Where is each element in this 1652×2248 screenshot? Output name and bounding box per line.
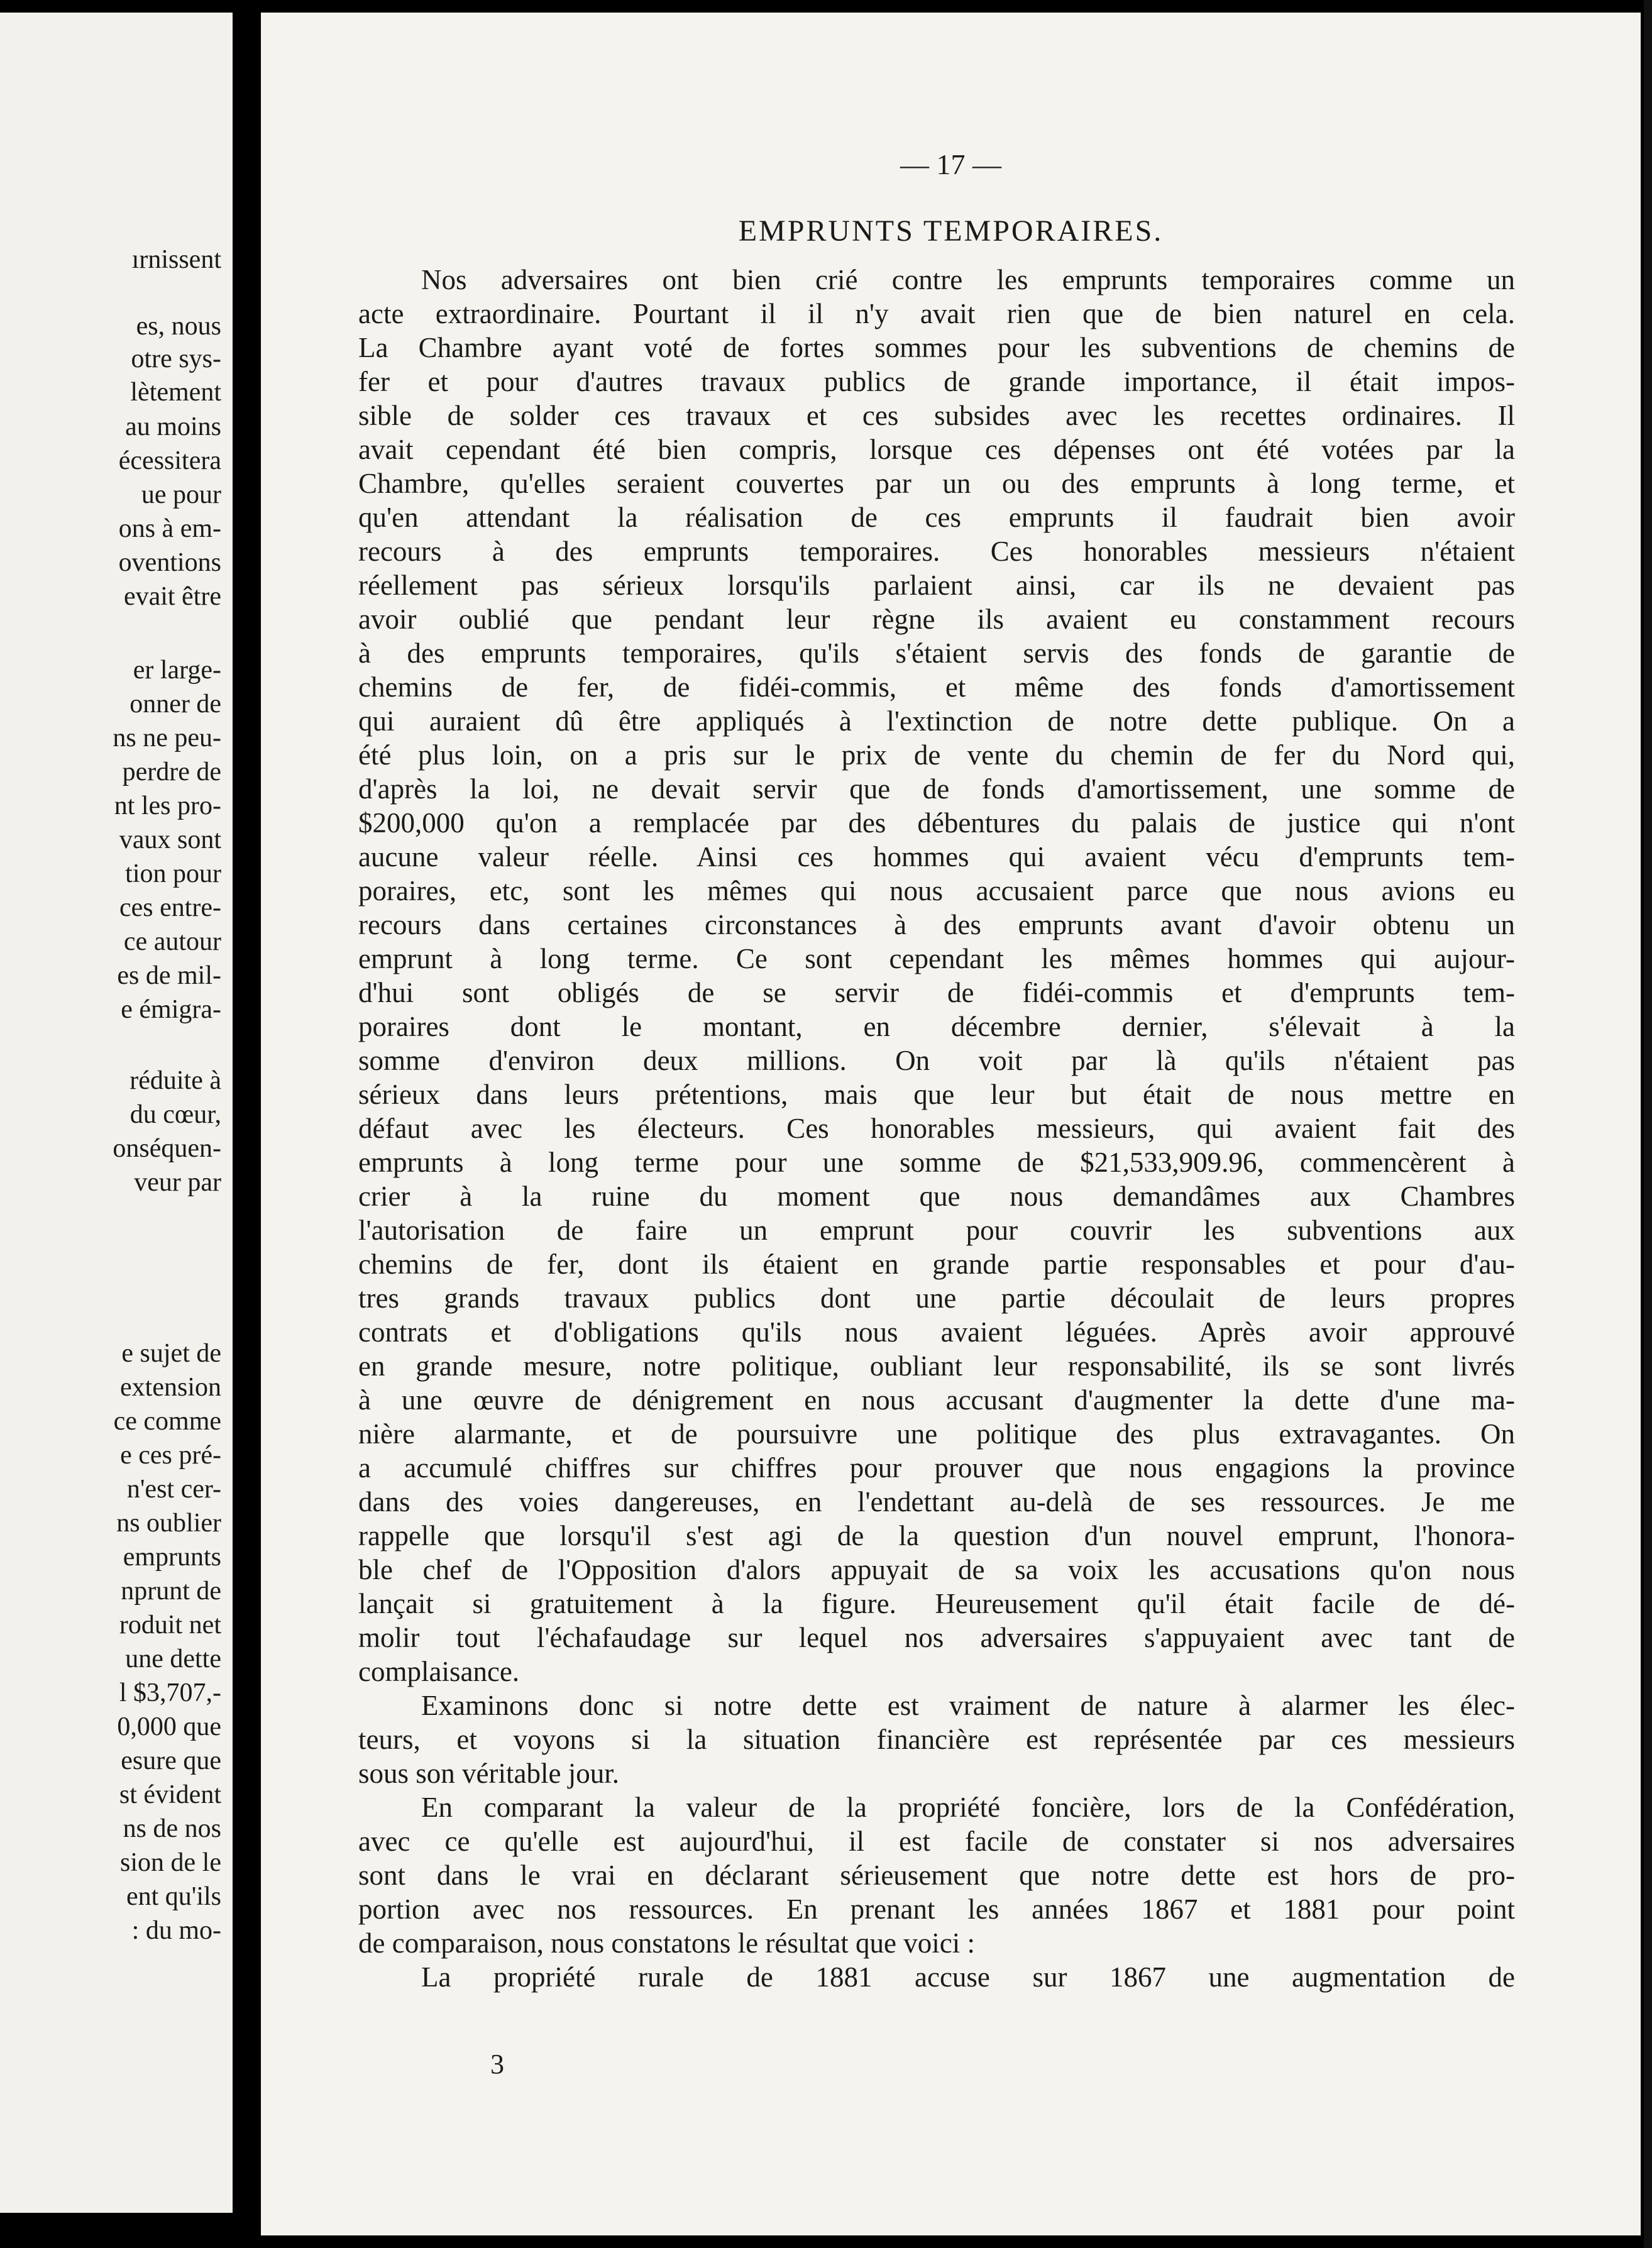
text-line: molir tout l'échafaudage sur lequel nos adversaires s'appuyaient avec tant de: [358, 1622, 1515, 1653]
left-page-line: ns de nos: [123, 1814, 221, 1843]
left-page-line: écessitera: [118, 446, 221, 475]
left-page-line: onner de: [129, 690, 221, 719]
left-page-line: veur par: [134, 1168, 221, 1197]
left-page-line: e ces pré-: [120, 1441, 221, 1470]
left-page-line: ent qu'ils: [126, 1882, 221, 1911]
text-line: En comparant la valeur de la propriété foncière, lors de la Confédération,: [421, 1792, 1515, 1823]
text-line: aucune valeur réelle. Ainsi ces hommes qui avaient vécu d'emprunts tem-: [358, 841, 1515, 873]
text-line: La propriété rurale de 1881 accuse sur 1867 une augmentation de: [421, 1961, 1515, 1993]
left-page-line: otre sys-: [131, 344, 221, 373]
text-line: emprunt à long terme. Ce sont cependant les mêmes hommes qui aujour-: [358, 943, 1515, 974]
left-page-line: perdre de: [122, 758, 221, 786]
text-line: crier à la ruine du moment que nous demandâmes aux Chambres: [358, 1181, 1515, 1212]
text-line: d'hui sont obligés de se servir de fidéi-commis et d'emprunts tem-: [358, 977, 1515, 1008]
text-line: recours à des emprunts temporaires. Ces honorables messieurs n'étaient: [358, 536, 1515, 567]
text-line: à une œuvre de dénigrement en nous accusant d'augmenter la dette d'une ma-: [358, 1384, 1515, 1416]
left-page-line: ns oublier: [116, 1509, 221, 1538]
left-page-line: du cœur,: [129, 1100, 221, 1129]
document-page: [261, 13, 1641, 2235]
left-page-line: es, nous: [136, 312, 221, 341]
text-line: dans des voies dangereuses, en l'endettant au-delà de ses ressources. Je me: [358, 1486, 1515, 1518]
left-page-line: tion pour: [125, 859, 221, 888]
left-page-fragment: [0, 13, 233, 2213]
text-line: La Chambre ayant voté de fortes sommes pour les subventions de chemins de: [358, 332, 1515, 363]
left-page-line: ns ne peu-: [113, 724, 221, 752]
left-page-line: nt les pro-: [114, 791, 221, 820]
text-line: rappelle que lorsqu'il s'est agi de la question d'un nouvel emprunt, l'honora-: [358, 1520, 1515, 1551]
text-line: ble chef de l'Opposition d'alors appuyait de sa voix les accusations qu'on nous: [358, 1554, 1515, 1585]
left-page-line: er large-: [133, 656, 221, 685]
text-line: Chambre, qu'elles seraient couvertes par un ou des emprunts à long terme, et: [358, 468, 1515, 499]
text-line: $200,000 qu'on a remplacée par des débentures du palais de justice qui n'ont: [358, 807, 1515, 839]
text-line: poraires dont le montant, en décembre dernier, s'élevait à la: [358, 1011, 1515, 1042]
binding-edge: [1644, 0, 1652, 2248]
left-page-line: 0,000 que: [117, 1712, 221, 1741]
text-line: sous son véritable jour.: [358, 1758, 619, 1789]
signature-mark: 3: [490, 2049, 504, 2080]
left-page-line: ırnissent: [131, 245, 221, 274]
section-heading: EMPRUNTS TEMPORAIRES.: [738, 214, 1164, 248]
left-page-line: oventions: [118, 548, 221, 577]
left-page-line: ces entre-: [119, 893, 221, 922]
left-page-line: st évident: [119, 1780, 221, 1809]
text-line: sérieux dans leurs prétentions, mais que leur but était de nous mettre en: [358, 1079, 1515, 1110]
left-page-line: : du mo-: [131, 1916, 221, 1945]
text-line: contrats et d'obligations qu'ils nous avaient léguées. Après avoir approuvé: [358, 1316, 1515, 1348]
text-line: de comparaison, nous constatons le résultat que voici :: [358, 1927, 976, 1959]
left-page-line: une dette: [125, 1645, 221, 1673]
left-page-line: nprunt de: [121, 1577, 221, 1606]
text-line: fer et pour d'autres travaux publics de grande importance, il était impos-: [358, 366, 1515, 397]
text-line: Nos adversaires ont bien crié contre les emprunts temporaires comme un: [421, 264, 1515, 295]
text-line: complaisance.: [358, 1656, 520, 1687]
text-line: chemins de fer, dont ils étaient en grande partie responsables et pour d'au-: [358, 1248, 1515, 1280]
left-page-line: sion de le: [120, 1848, 221, 1877]
text-line: tres grands travaux publics dont une partie découlait de leurs propres: [358, 1282, 1515, 1314]
text-line: en grande mesure, notre politique, oubliant leur responsabilité, ils se sont livrés: [358, 1350, 1515, 1382]
text-line: avec ce qu'elle est aujourd'hui, il est facile de constater si nos adversaires: [358, 1826, 1515, 1857]
left-page-line: evait être: [123, 582, 221, 611]
left-page-line: ons à em-: [118, 514, 221, 543]
text-line: nière alarmante, et de poursuivre une politique des plus extravagantes. On: [358, 1418, 1515, 1450]
text-line: avait cependant été bien compris, lorsque ces dépenses ont été votées par la: [358, 434, 1515, 465]
text-line: sible de solder ces travaux et ces subsides avec les recettes ordinaires. Il: [358, 400, 1515, 431]
left-page-line: vaux sont: [119, 825, 221, 854]
left-page-line: n'est cer-: [126, 1475, 221, 1504]
left-page-line: es de mil-: [117, 961, 221, 990]
text-line: à des emprunts temporaires, qu'ils s'étaient servis des fonds de garantie de: [358, 637, 1515, 669]
text-line: chemins de fer, de fidéi-commis, et même des fonds d'amortissement: [358, 671, 1515, 703]
text-line: Examinons donc si notre dette est vraiment de nature à alarmer les élec-: [421, 1690, 1515, 1721]
text-line: avoir oublié que pendant leur règne ils avaient eu constamment recours: [358, 603, 1515, 635]
left-page-line: réduite à: [129, 1066, 221, 1095]
text-line: teurs, et voyons si la situation financière est représentée par ces messieurs: [358, 1724, 1515, 1755]
left-page-line: onséquen-: [113, 1134, 221, 1163]
text-line: poraires, etc, sont les mêmes qui nous accusaient parce que nous avions eu: [358, 875, 1515, 906]
text-line: été plus loin, on a pris sur le prix de vente du chemin de fer du Nord qui,: [358, 739, 1515, 771]
left-page-line: esure que: [121, 1746, 221, 1775]
text-line: l'autorisation de faire un emprunt pour couvrir les subventions aux: [358, 1215, 1515, 1246]
text-line: recours dans certaines circonstances à des emprunts avant d'avoir obtenu un: [358, 909, 1515, 940]
text-line: a accumulé chiffres sur chiffres pour prouver que nous engagions la province: [358, 1452, 1515, 1484]
left-page-line: ue pour: [141, 480, 221, 509]
left-page-line: roduit net: [119, 1611, 221, 1639]
text-line: lançait si gratuitement à la figure. Heureusement qu'il était facile de dé-: [358, 1588, 1515, 1619]
page-number: — 17 —: [900, 148, 1001, 180]
left-page-line: e sujet de: [121, 1339, 221, 1368]
text-line: d'après la loi, ne devait servir que de fonds d'amortissement, une somme de: [358, 773, 1515, 805]
text-line: portion avec nos ressources. En prenant les années 1867 et 1881 pour point: [358, 1893, 1515, 1925]
left-page-line: au moins: [125, 412, 221, 441]
text-line: qui auraient dû être appliqués à l'extinction de notre dette publique. On a: [358, 705, 1515, 737]
left-page-line: emprunts: [123, 1543, 221, 1572]
left-page-line: e émigra-: [121, 995, 221, 1024]
left-page-line: ce comme: [113, 1407, 221, 1436]
text-line: qu'en attendant la réalisation de ces emprunts il faudrait bien avoir: [358, 502, 1515, 533]
text-line: sont dans le vrai en déclarant sérieusement que notre dette est hors de pro-: [358, 1860, 1515, 1891]
left-page-line: lètement: [130, 378, 221, 407]
left-page-line: ce autour: [123, 927, 221, 956]
text-line: emprunts à long terme pour une somme de $21,533,909.96, commencèrent à: [358, 1147, 1515, 1178]
left-page-line: extension: [120, 1373, 221, 1402]
left-page-line: l $3,707,-: [119, 1678, 221, 1707]
text-line: réellement pas sérieux lorsqu'ils parlaient ainsi, car ils ne devaient pas: [358, 570, 1515, 601]
text-line: somme d'environ deux millions. On voit par là qu'ils n'étaient pas: [358, 1045, 1515, 1076]
text-line: acte extraordinaire. Pourtant il il n'y avait rien que de bien naturel en cela.: [358, 298, 1515, 329]
text-line: défaut avec les électeurs. Ces honorables messieurs, qui avaient fait des: [358, 1113, 1515, 1144]
